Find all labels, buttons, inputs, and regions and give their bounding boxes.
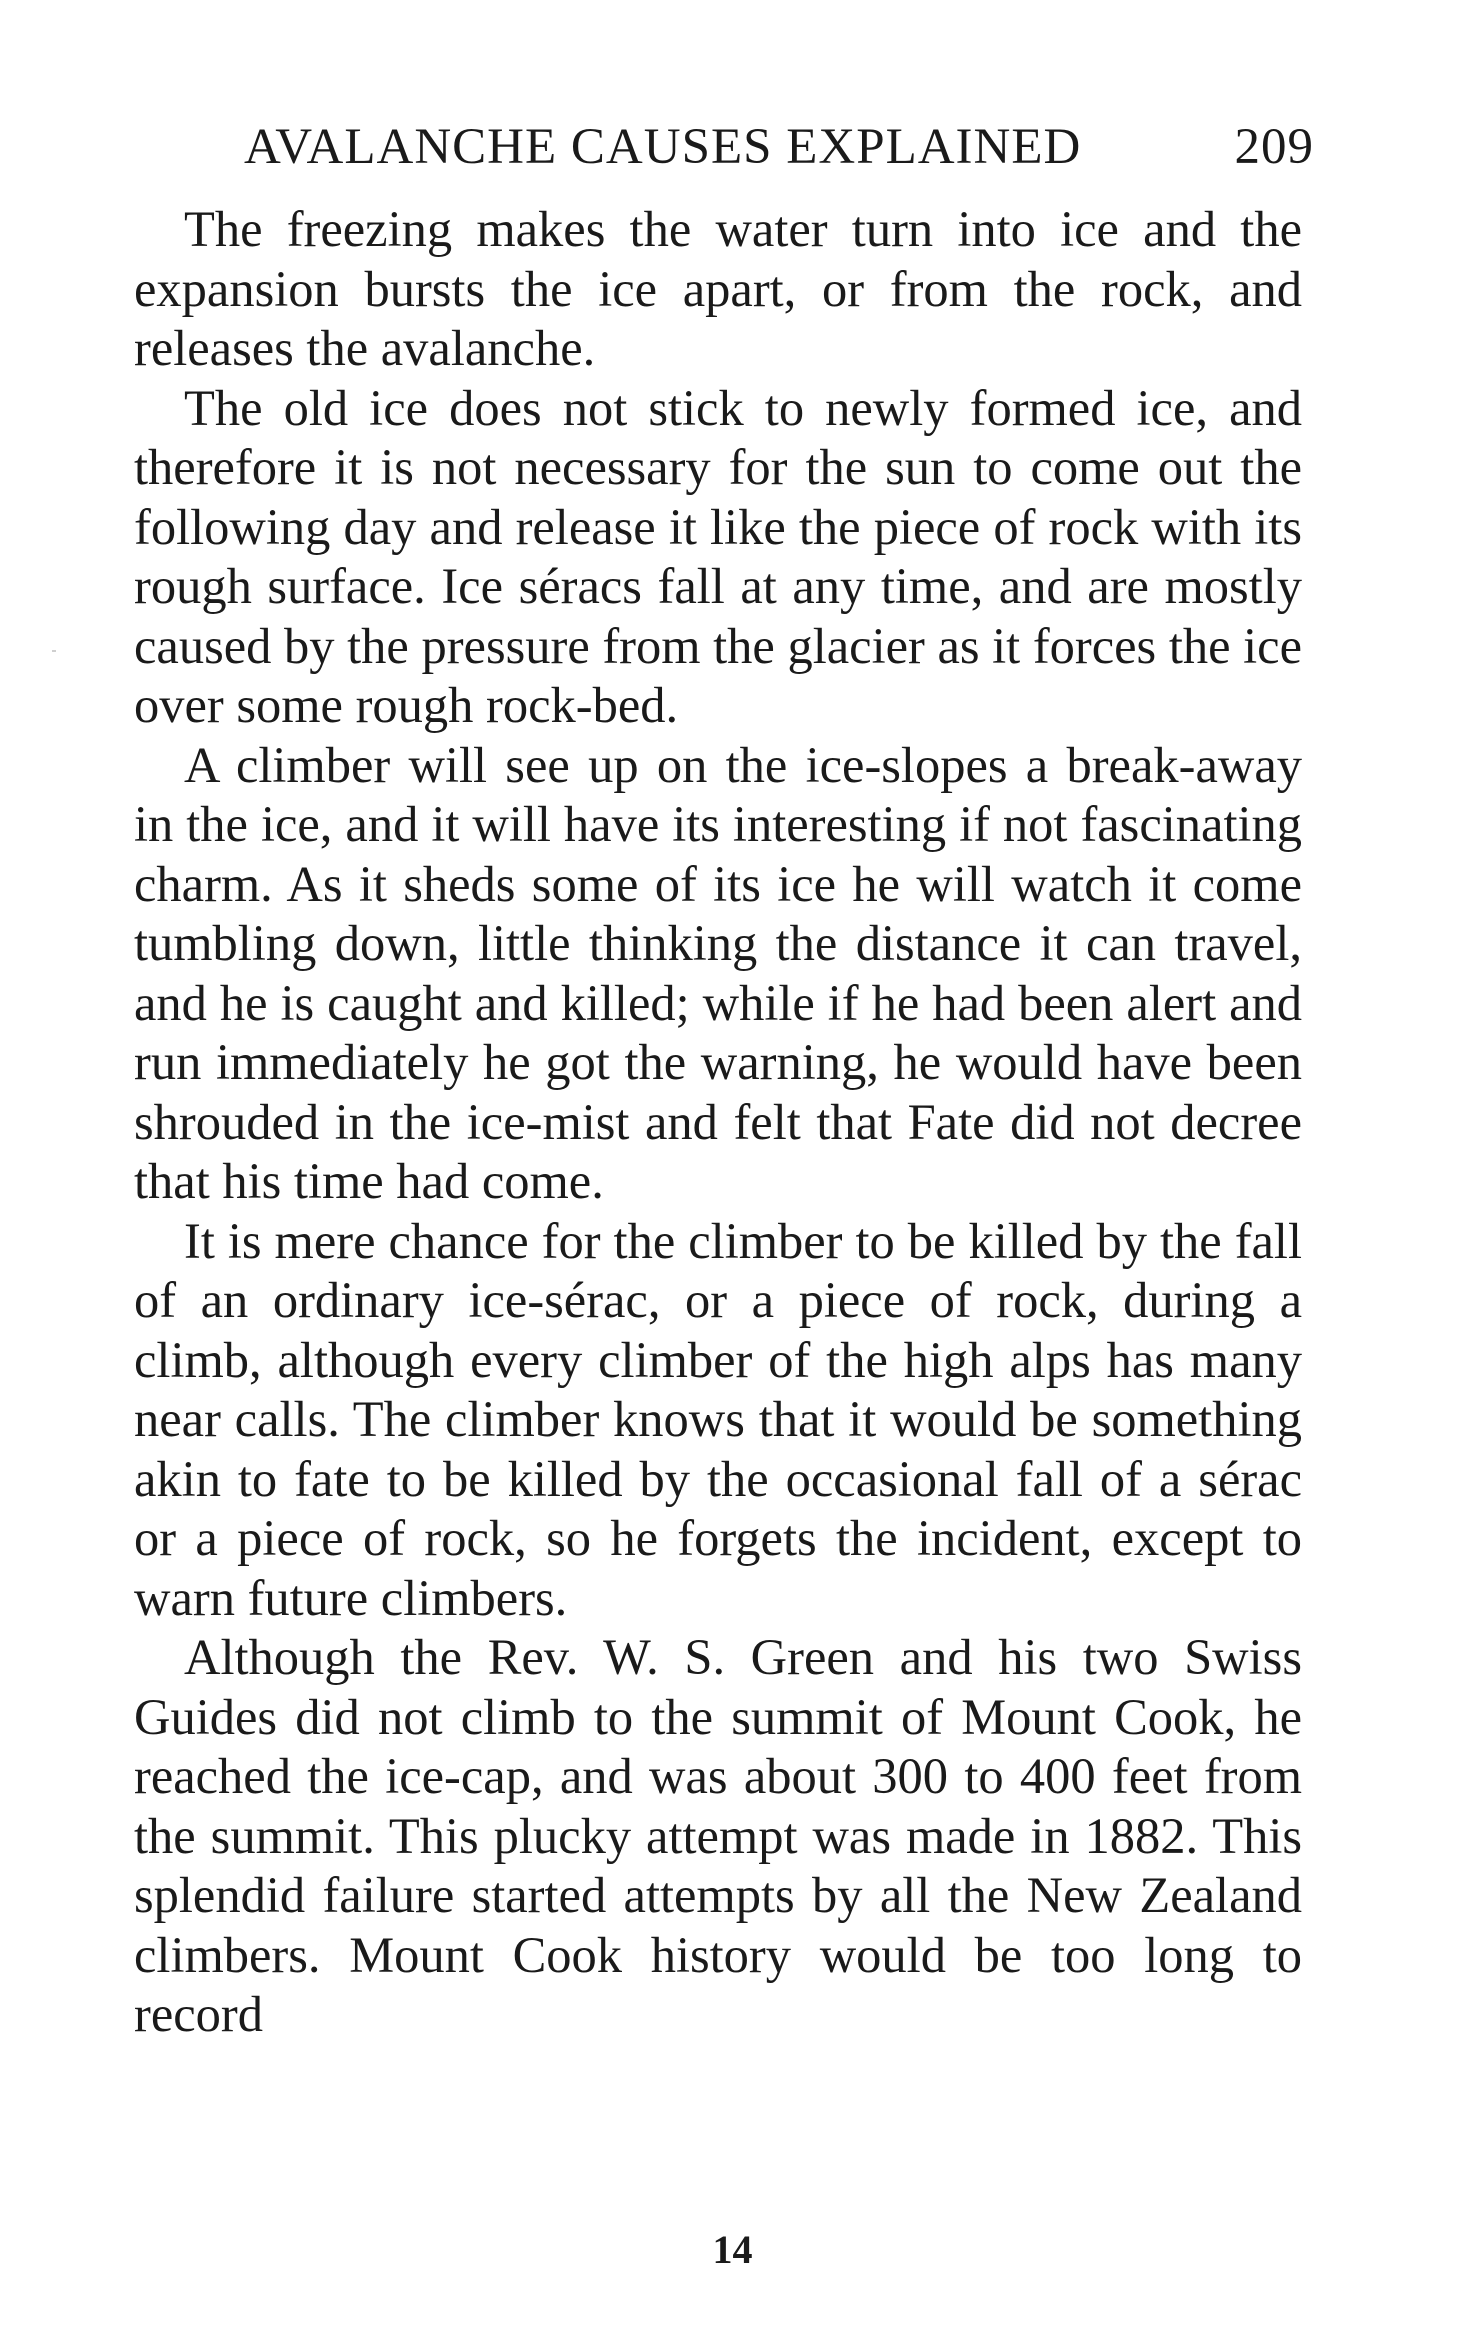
paragraph: Although the Rev. W. S. Green and his two Swiss Guides did not climb to the summit of Mount Cook, he reached the ice-cap, and was about 300 to 400 feet from the summit. This plucky attempt was made in 1882. This splendid failure started attempts by all the New Zealand climbers. Mount Cook history would be too long to record: [134, 1629, 1302, 2042]
signature-mark: 14: [712, 2227, 753, 2272]
margin-speck: [52, 650, 56, 652]
running-header: [244, 112, 1314, 182]
running-title: AVALANCHE CAUSES EXPLAINED: [244, 119, 1082, 175]
paragraph: The freezing makes the water turn into ice and the expansion bursts the ice apart, or from the rock, and releases the avalanche.: [134, 201, 1302, 376]
paragraph: A climber will see up on the ice-slopes a break-away in the ice, and it will have its interesting if not fascinating charm. As it sheds some of its ice he will watch it come tumbling down, little thinking the distance it can travel, and he is caught and killed; while if he had been alert and run immediately he got the warning, he would have been shrouded in the ice-mist and felt that Fate did not decree that his time had come.: [134, 736, 1302, 1209]
page-number: 209: [1234, 119, 1314, 175]
paragraph: The old ice does not stick to newly formed ice, and therefore it is not necessary for the sun to come out the following day and release it like the piece of rock with its rough surface. Ice séracs fall at any time, and are mostly caused by the pressure from the glacier as it forces the ice over some rough rock-bed.: [134, 379, 1303, 733]
body-text: [134, 200, 1302, 2045]
paragraph: It is mere chance for the climber to be killed by the fall of an ordinary ice-sérac, or a piece of rock, during a climb, although every climber of the high alps has many near calls. The climber knows that it would be something akin to fate to be killed by the occasional fall of a sérac or a piece of rock, so he forgets the incident, except to warn future climbers.: [134, 1212, 1302, 1626]
